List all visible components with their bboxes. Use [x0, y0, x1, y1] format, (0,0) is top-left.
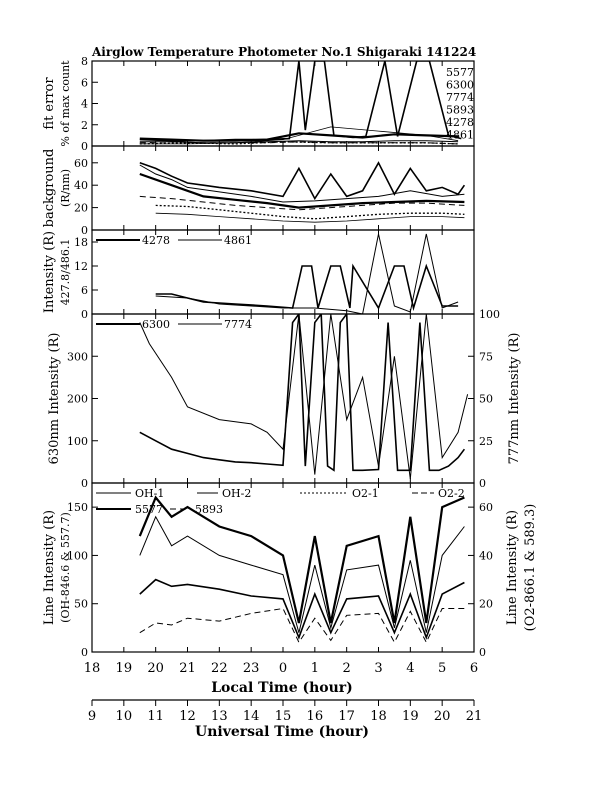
series-5893	[140, 609, 465, 643]
y-tick-label: 6	[81, 76, 88, 90]
y-tick-label: 8	[81, 55, 88, 68]
y-axis-label: fit error	[42, 77, 57, 130]
legend-4861: 4861	[224, 234, 252, 247]
legend-7774: 7774	[224, 318, 252, 331]
y2-tick-label: 50	[479, 392, 493, 406]
panel-red-line	[47, 308, 522, 490]
series-bg-5577	[140, 163, 465, 199]
y2-tick-label: 0	[479, 477, 486, 490]
series-5577	[140, 498, 465, 624]
y-tick-label: 300	[67, 350, 88, 364]
y2-tick-label: 0	[479, 646, 486, 659]
y2-tick-label: 20	[479, 597, 493, 611]
y-tick-label: 20	[74, 201, 88, 215]
y-axis-label-2: (R/nm)	[59, 168, 72, 208]
legend-4278: 4278	[446, 116, 474, 129]
ut-tick-label: 16	[306, 709, 324, 724]
ut-tick-label: 10	[115, 709, 133, 724]
y-axis-label: Intensity (R)	[42, 230, 57, 314]
legend-oh-1: OH-1	[135, 487, 165, 500]
ut-tick-label: 18	[370, 709, 387, 724]
series-6300	[140, 314, 465, 470]
legend-o2-1: O2-1	[352, 487, 379, 500]
legend-5577: 5577	[135, 503, 163, 516]
x-tick-label: 4	[406, 661, 415, 676]
y-axis-label: 630nm Intensity (R)	[47, 332, 62, 465]
x-tick-label: 18	[83, 661, 101, 676]
y-tick-label: 100	[67, 434, 88, 448]
legend-5577: 5577	[446, 66, 474, 79]
y-axis-label-2: (OH-846.6 & 557.7)	[59, 512, 72, 623]
y2-tick-label: 25	[479, 434, 493, 448]
y-tick-label: 4	[81, 97, 88, 111]
x-tick-label: 0	[278, 661, 288, 676]
series-7774	[140, 133, 458, 140]
ut-tick-label: 20	[433, 709, 451, 724]
ut-tick-label: 12	[179, 709, 196, 724]
legend-6300: 6300	[446, 78, 474, 92]
y-tick-label: 0	[81, 477, 88, 490]
y-axis-label-2: % of max count	[59, 60, 72, 147]
series-bg-4861	[156, 213, 465, 222]
y-tick-label: 100	[67, 549, 88, 563]
ut-tick-label: 15	[274, 709, 292, 724]
y2-tick-label: 60	[479, 501, 493, 515]
panel-line-intensity	[42, 483, 538, 659]
legend-5893: 5893	[446, 103, 474, 117]
x-axis-ut-label: Universal Time (hour)	[195, 724, 369, 740]
x-tick-label: 22	[211, 661, 228, 676]
ut-tick-label: 14	[242, 709, 260, 724]
y-tick-label: 2	[81, 118, 88, 132]
x-tick-label: 19	[115, 661, 133, 676]
y2-axis-label: 777nm Intensity (R)	[507, 332, 522, 465]
y2-tick-label: 40	[479, 549, 493, 563]
x-tick-label: 1	[310, 661, 319, 676]
legend-o2-2: O2-2	[438, 487, 465, 500]
y-tick-label: 60	[74, 156, 88, 170]
series-bg-7774	[140, 174, 465, 208]
y2-tick-label: 75	[479, 350, 493, 364]
ut-tick-label: 21	[465, 709, 483, 724]
y2-tick-label: 100	[479, 308, 500, 321]
panel-frame	[92, 61, 474, 146]
legend-4278: 4278	[142, 234, 170, 247]
legend-6300: 6300	[142, 318, 170, 331]
panel-background	[42, 146, 474, 237]
y-tick-label: 6	[81, 284, 88, 297]
x-tick-label: 20	[147, 661, 164, 676]
x-tick-label: 23	[242, 661, 260, 676]
legend-oh-2: OH-2	[222, 487, 252, 500]
x-tick-label: 3	[374, 661, 383, 676]
y-tick-label: 200	[67, 392, 88, 406]
y-axis-label-2: 427.8/486.1	[59, 238, 72, 306]
legend-7774: 7774	[446, 91, 474, 104]
y-tick-label: 0	[81, 308, 88, 321]
panel-intensity-blue	[42, 230, 474, 321]
legend-4861: 4861	[446, 128, 474, 142]
legend-5893: 5893	[195, 503, 223, 516]
x-tick-label: 5	[438, 661, 447, 676]
y-tick-label: 50	[74, 597, 88, 611]
ut-tick-label: 9	[87, 709, 97, 724]
y-axis-label: background	[42, 148, 57, 228]
ut-axis	[88, 700, 482, 724]
panels	[42, 55, 538, 659]
series-oh-2	[140, 517, 465, 633]
y-tick-label: 40	[74, 179, 88, 193]
y-tick-label: 150	[67, 501, 88, 515]
x-tick-label: 21	[179, 661, 196, 676]
x-tick-label: 2	[342, 661, 351, 676]
y-tick-label: 0	[81, 140, 88, 153]
y-tick-label: 18	[74, 236, 88, 249]
x-axis-local-label: Local Time (hour)	[211, 680, 353, 696]
x-tick-label: 6	[469, 661, 479, 676]
y-tick-label: 0	[81, 224, 88, 237]
ut-tick-label: 17	[338, 709, 355, 724]
panel-frame	[92, 146, 474, 230]
ut-tick-label: 19	[402, 709, 419, 724]
chart-title: Airglow Temperature Photometer No.1 Shigaraki 141224	[92, 45, 477, 59]
series-5577	[140, 61, 462, 141]
y-tick-label: 12	[74, 260, 88, 273]
y2-axis-label: Line Intensity (R)	[505, 509, 520, 626]
y-axis-label: Line Intensity (R)	[42, 509, 57, 626]
y2-axis-label-2: (O2-866.1 & 589.3)	[523, 503, 538, 632]
ut-tick-label: 11	[147, 709, 164, 724]
ut-tick-label: 13	[211, 709, 228, 724]
local-time-ticks	[84, 661, 478, 676]
panel-fit-error	[42, 55, 474, 153]
y-tick-label: 0	[81, 646, 88, 659]
